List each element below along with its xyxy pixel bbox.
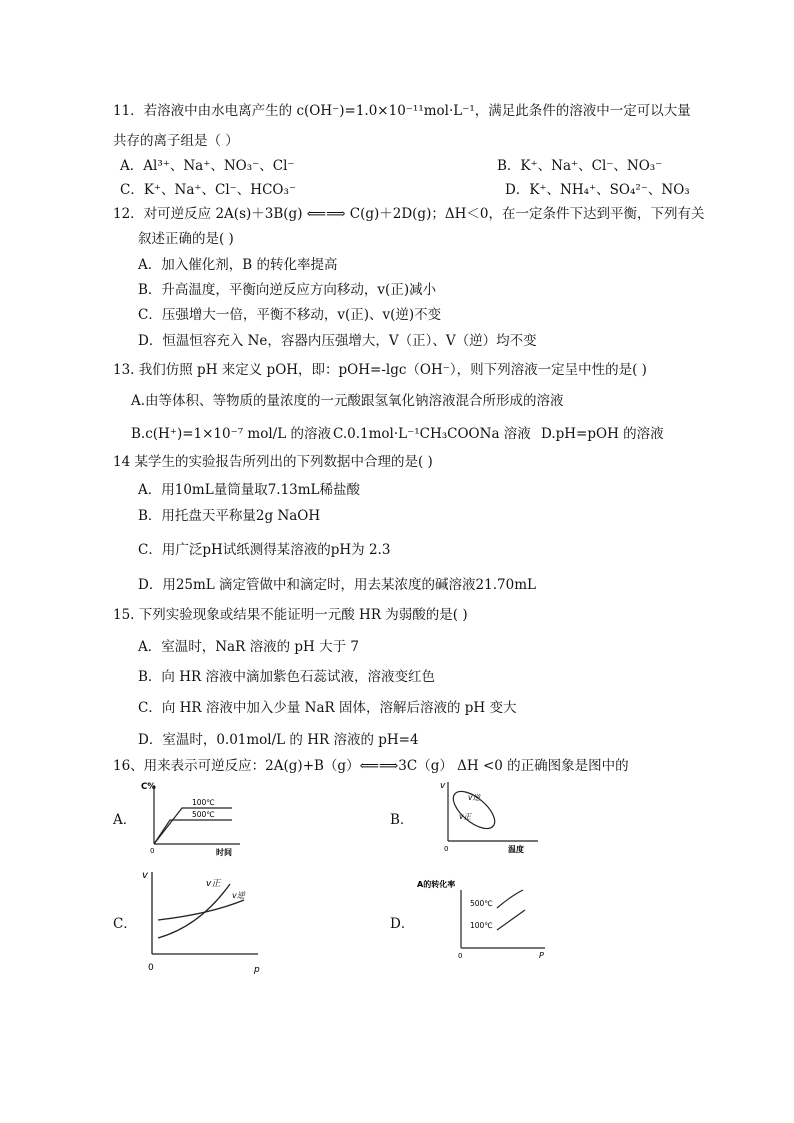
q12-stem-line1: 12．对可逆反应 2A(s)＋3B(g) ⟸⟹ C(g)＋2D(g)；ΔH＜0，在一定条件下达到平衡，下列有关 — [113, 206, 705, 222]
graph-c-ylabel: v — [142, 870, 148, 881]
graph-a-curve2-label: 500℃ — [192, 810, 215, 819]
q11-option-d: D．K⁺、NH₄⁺、SO₄²⁻、NO₃ — [505, 182, 690, 198]
graph-d-curve2-label: 100℃ — [470, 921, 493, 930]
q12-option-d: D．恒温恒容充入 Ne，容器内压强增大，V（正）、V（逆）均不变 — [138, 333, 537, 349]
graph-d-curve-100c — [497, 910, 525, 930]
q16-graph-d-label: D． — [390, 916, 415, 932]
graph-a-xlabel: 时间 — [216, 848, 232, 857]
graph-c-origin: 0 — [148, 963, 154, 973]
q14-option-c: C．用广泛pH试纸测得某溶液的pH为 2.3 — [138, 542, 391, 558]
q14-stem: 14 某学生的实验报告所列出的下列数据中合理的是( ) — [113, 454, 433, 470]
q11-stem-line1: 11．若溶液中由水电离产生的 c(OH⁻)=1.0×10⁻¹¹mol·L⁻¹，满足此条件的溶液中一定可以大量 — [113, 103, 691, 119]
graph-a-origin: 0 — [150, 847, 155, 855]
q12-option-b: B．升高温度，平衡向逆反应方向移动，v(正)减小 — [138, 282, 437, 298]
graph-b-ylabel: v — [440, 781, 446, 791]
graph-c-label1: v正 — [206, 879, 221, 889]
q12-stem-line2: 叙述正确的是( ) — [138, 231, 234, 247]
q16-graph-c — [140, 866, 270, 976]
q14-option-b: B．用托盘天平称量2g NaOH — [138, 508, 321, 524]
q16-graph-a-label: A． — [113, 812, 137, 828]
q16-graph-b-label: B． — [390, 812, 414, 828]
q11-option-c: C．K⁺、Na⁺、Cl⁻、HCO₃⁻ — [120, 182, 297, 198]
q15-option-d: D．室温时，0.01mol/L 的 HR 溶液的 pH=4 — [138, 732, 419, 748]
graph-c-curve-reverse — [158, 900, 244, 920]
graph-c-xlabel: p — [254, 965, 260, 975]
graph-a-curve1-label: 100℃ — [192, 798, 215, 807]
q15-stem: 15. 下列实验现象或结果不能证明一元酸 HR 为弱酸的是( ) — [113, 607, 468, 623]
q16-graph-b — [438, 776, 548, 856]
q16-graph-d — [415, 878, 555, 968]
q12-option-a: A．加入催化剂，B 的转化率提高 — [138, 257, 338, 273]
q12-option-c: C．压强增大一倍，平衡不移动，v(正)、v(逆)不变 — [138, 307, 442, 323]
q16-graph-a — [140, 780, 250, 860]
graph-d-curve1-label: 500℃ — [470, 899, 493, 908]
q11-option-a: A．Al³⁺、Na⁺、NO₃⁻、Cl⁻ — [120, 158, 295, 174]
graph-d-xlabel: P — [539, 951, 544, 960]
graph-c-label2: v逆 — [232, 891, 245, 900]
graph-b-xlabel: 温度 — [508, 845, 524, 854]
graph-b-label1: v逆 — [468, 793, 480, 802]
q13-option-a: A.由等体积、等物质的量浓度的一元酸跟氢氧化钠溶液混合所形成的溶液 — [131, 393, 564, 409]
q16-graph-c-label: C． — [113, 916, 137, 932]
q15-option-a: A．室温时，NaR 溶液的 pH 大于 7 — [138, 639, 359, 655]
q15-option-c: C．向 HR 溶液中加入少量 NaR 固体，溶解后溶液的 pH 变大 — [138, 700, 517, 716]
graph-d-ylabel: A的转化率 — [417, 880, 456, 889]
q13-option-b: B.c(H⁺)=1×10⁻⁷ mol/L 的溶液 — [131, 426, 331, 442]
q11-stem-line2: 共存的离子组是（ ） — [113, 133, 239, 149]
q11-option-b: B．K⁺、Na⁺、Cl⁻、NO₃⁻ — [497, 158, 663, 174]
q15-option-b: B．向 HR 溶液中滴加紫色石蕊试液，溶液变红色 — [138, 669, 435, 685]
graph-a-ylabel: C% — [141, 782, 156, 792]
q14-option-d: D．用25mL 滴定管做中和滴定时，用去某浓度的碱溶液21.70mL — [138, 577, 536, 593]
graph-b-origin: 0 — [444, 845, 449, 853]
graph-d-curve-500c — [497, 890, 523, 908]
graph-b-label2: v正 — [459, 812, 471, 821]
graph-d-origin: 0 — [458, 952, 463, 960]
graph-a-curve-500c — [154, 820, 232, 844]
q13-option-c: C.0.1mol·L⁻¹CH₃COONa 溶液 — [333, 426, 531, 442]
graph-c-curve-forward — [158, 884, 230, 938]
q14-option-a: A．用10mL量筒量取7.13mL稀盐酸 — [138, 482, 361, 498]
q13-stem: 13. 我们仿照 pH 来定义 pOH，即：pOH=-lgc（OH⁻），则下列溶液一定呈中性的是( ) — [113, 362, 647, 378]
q13-option-d: D.pH=pOH 的溶液 — [541, 426, 664, 442]
q16-stem: 16、用来表示可逆反应：2A(g)+B（g）⟸⟹3C（g） ΔH <0 的正确图象是图中的 — [113, 758, 629, 774]
